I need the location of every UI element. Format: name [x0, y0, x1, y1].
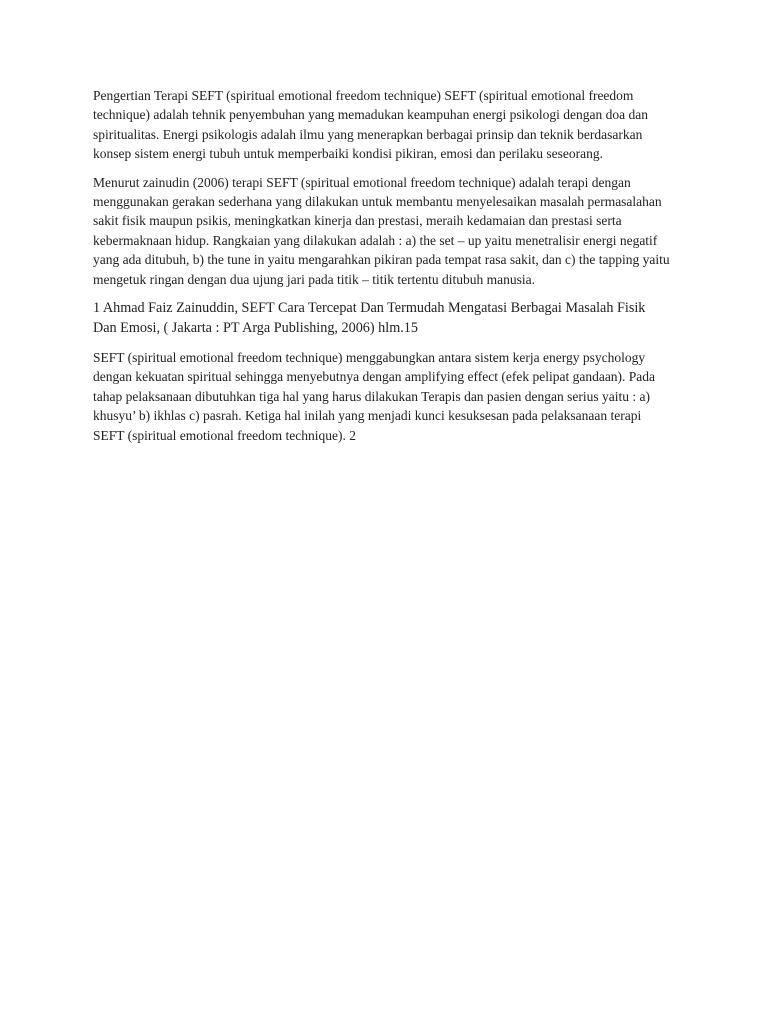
document-body [93, 86, 671, 454]
paragraph-zainudin: Menurut zainudin (2006) terapi SEFT (spiritual emotional freedom technique) adalah terapi dengan menggunakan gerakan sederhana yang dilakukan untuk membantu menyelesaikan masalah permasalahan sakit fisik maupun psikis, meningkatkan kinerja dan prestasi, meraih kedamaian dan prestasi serta kebermaknaan hidup. Rangkaian yang dilakukan adalah : a) the set – up yaitu menetralisir energi negatif yang ada ditubuh, b) the tune in yaitu mengarahkan pikiran pada tempat rasa sakit, dan c) the tapping yaitu mengetuk ringan dengan dua ujung jari pada titik – titik tertentu ditubuh manusia. [93, 174, 670, 287]
paragraph-definition: Pengertian Terapi SEFT (spiritual emotional freedom technique) SEFT (spiritual emotional freedom technique) adalah tehnik penyembuhan yang memadukan keampuhan energi psikologi dengan doa dan spiritualitas. Energi psikologis adalah ilmu yang menerapkan berbagai prinsip dan teknik berdasarkan konsep sistem energi tubuh untuk memperbaiki kondisi pikiran, emosi dan perilaku seseorang. [93, 88, 648, 162]
paragraph-amplifying-effect: SEFT (spiritual emotional freedom technique) menggabungkan antara sistem kerja energy psychology dengan kekuatan spiritual sehingga menyebutnya dengan amplifying effect (efek pelipat gandaan). Pada tahap pelaksanaan dibutuhkan tiga hal yang harus dilakukan Terapis dan pasien dengan serius yaitu : a) khusyu’ b) ikhlas c) pasrah. Ketiga hal inilah yang menjadi kunci kesuksesan pada pelaksanaan terapi SEFT (spiritual emotional freedom technique). 2 [93, 350, 656, 443]
footnote-reference: 1 Ahmad Faiz Zainuddin, SEFT Cara Tercepat Dan Termudah Mengatasi Berbagai Masalah Fisik Dan Emosi, ( Jakarta : PT Arga Publishing, 2006) hlm.15 [93, 300, 646, 337]
